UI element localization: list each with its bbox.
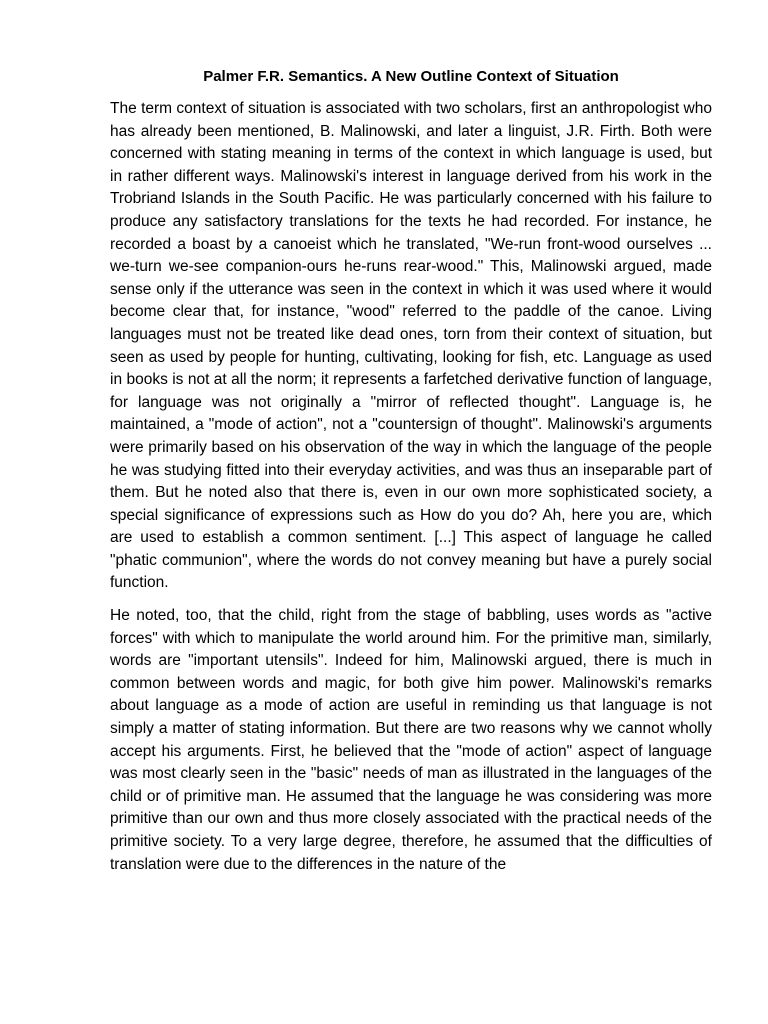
document-title: Palmer F.R. Semantics. A New Outline Context of Situation — [203, 68, 619, 85]
document-page — [110, 66, 712, 886]
paragraph-2: He noted, too, that the child, right from the stage of babbling, uses words as "active forces" with which to manipulate the world around him. For the primitive man, similarly, words are "important utensils". Indeed for him, Malinowski argued, there is much in common between words and magic, for both give him power. Malinowski's remarks about language as a mode of action are useful in reminding us that language is not simply a matter of stating information. But there are two reasons why we cannot wholly accept his arguments. First, he believed that the "mode of action" aspect of language was most clearly seen in the "basic" needs of man as illustrated in the languages of the child or of primitive man. He assumed that the language he was considering was more primitive than our own and thus more closely associated with the practical needs of the primitive society. To a very large degree, therefore, he assumed that the difficulties of translation were due to the differences in the nature of the — [110, 607, 712, 873]
paragraph-1: The term context of situation is associated with two scholars, first an anthropologist who has already been mentioned, B. Malinowski, and later a linguist, J.R. Firth. Both were concerned with stating meaning in terms of the context in which language is used, but in rather different ways. Malinowski's interest in language derived from his work in the Trobriand Islands in the South Pacific. He was particularly concerned with his failure to produce any satisfactory translations for the texts he had recorded. For instance, he recorded a boast by a canoeist which he translated, "We-run front-wood ourselves ... we-turn we-see companion-ours he-runs rear-wood." This, Malinowski argued, made sense only if the utterance was seen in the context in which it was used where it would become clear that, for instance, "wood" referred to the paddle of the canoe. Living languages must not be treated like dead ones, torn from their context of situation, but seen as used by people for hunting, cultivating, looking for fish, etc. Language as used in books is not at all the norm; it represents a farfetched derivative function of language, for language was not originally a "mirror of reflected thought". Language is, he maintained, a "mode of action", not a "countersign of thought". Malinowski's arguments were primarily based on his observation of the way in which the language of the people he was studying fitted into their everyday activities, and was thus an inseparable part of them. But he noted also that there is, even in our own more sophisticated society, a special significance of expressions such as How do you do? Ah, here you are, which are used to establish a common sentiment. [...] This aspect of language he called "phatic communion", where the words do not convey meaning but have a purely social function. — [110, 100, 712, 592]
